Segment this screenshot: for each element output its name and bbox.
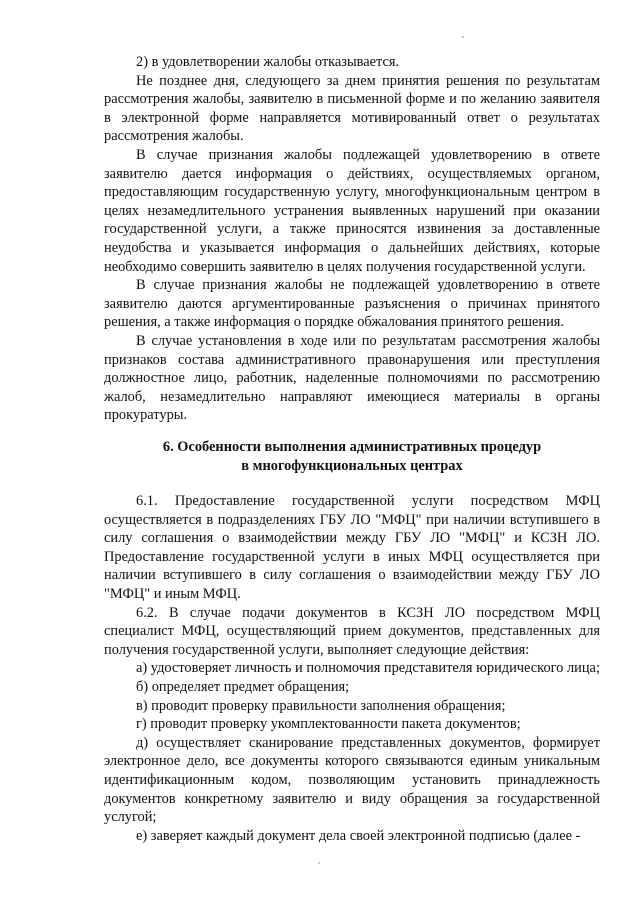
- paragraph: 6.1. Предоставление государственной услуги посредством МФЦ осуществляется в подразделениях ГБУ ЛО "МФЦ" при наличии вступившего в силу соглашения о взаимодействии между ГБУ ЛО "МФЦ" и КСЗН ЛО. Предоставление государственной услуги в иных МФЦ осуществляется при наличии вступившего в силу соглашения о взаимодействии между ГБУ ЛО "МФЦ" и иным МФЦ.: [104, 493, 600, 602]
- scan-speck: [318, 862, 320, 864]
- list-item: д) осуществляет сканирование представленных документов, формирует электронное дело, все документы которого связываются единым уникальным идентификационным кодом, позволяющим установить принадлежность документов конкретному заявителю и виду обращения за государственной услугой;: [104, 734, 600, 826]
- section-heading: [104, 438, 600, 475]
- list-item: г) проводит проверку укомплектованности пакета документов;: [136, 716, 521, 733]
- list-item: а) удостоверяет личность и полномочия представителя юридического лица;: [136, 660, 600, 677]
- text-block-top: [104, 53, 600, 425]
- list-item: е) заверяет каждый документ дела своей электронной подписью (далее -: [136, 827, 581, 844]
- text-block-bottom: [104, 492, 600, 845]
- paragraph: Не позднее дня, следующего за днем принятия решения по результатам рассмотрения жалобы, заявителю в письменной форме и по желанию заявителя в электронной форме направляется мотивированный ответ о результатах рассмотрения жалобы.: [104, 72, 600, 145]
- list-item: в) проводит проверку правильности заполнения обращения;: [136, 697, 506, 714]
- paragraph: В случае признания жалобы не подлежащей удовлетворению в ответе заявителю даются аргументированные разъяснения о причинах принятого решения, а также информация о порядке обжалования принятого решения.: [104, 277, 600, 331]
- paragraph: 6.2. В случае подачи документов в КСЗН ЛО посредством МФЦ специалист МФЦ, осуществляющий прием документов, представленных для получения государственной услуги, выполняет следующие действия:: [104, 604, 600, 658]
- paragraph: В случае установления в ходе или по результатам рассмотрения жалобы признаков состава административного правонарушения или преступления должностное лицо, работник, наделенные полномочиями по рассмотрению жалоб, незамедлительно направляют имеющиеся материалы в органы прокуратуры.: [104, 332, 600, 424]
- section-heading-line: 6. Особенности выполнения административных процедур: [162, 439, 542, 455]
- list-item: б) определяет предмет обращения;: [136, 678, 350, 695]
- scan-speck: [462, 36, 464, 38]
- paragraph: 2) в удовлетворении жалобы отказывается.: [136, 54, 400, 70]
- section-heading-line: в многофункциональных центрах: [241, 457, 463, 474]
- paragraph: В случае признания жалобы подлежащей удовлетворению в ответе заявителю дается информация о действиях, осуществляемых органом, предоставляющим государственную услугу, многофункциональным центром в целях незамедлительного устранения выявленных нарушений при оказании государственной услуги, а также приносятся извинения за доставленные неудобства и указывается информация о дальнейших действиях, которые необходимо совершить заявителю в целях получения государственной услуги.: [104, 146, 600, 275]
